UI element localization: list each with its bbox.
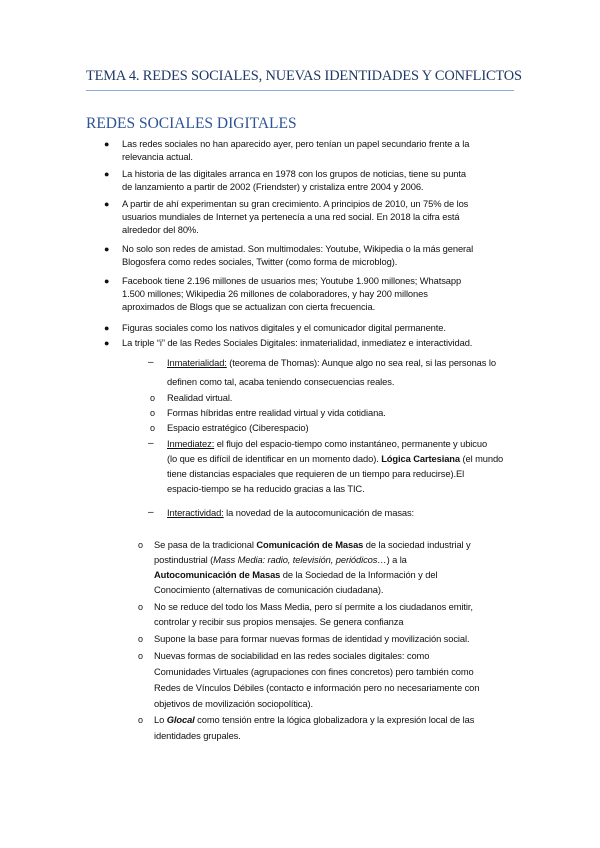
bullet-6-line-1: Figuras sociales como los nativos digitales y el comunicador digital permanente. <box>122 323 446 333</box>
sub-bullet-marker: o <box>138 634 144 644</box>
dash-2-line-1 <box>167 438 487 451</box>
sub-1-text-d: postindustrial ( <box>154 555 214 565</box>
bullet-5-line-3: aproximados de Blogs que se actualizan con cierta frecuencia. <box>122 302 376 312</box>
bullet-5-line-2: 1.500 millones; Wikipedia 26 millones de colaboradores, y hay 200 millones <box>122 289 428 299</box>
sub-2-line-1: No se reduce del todo los Mass Media, pero sí permite a los ciudadanos emitir, <box>154 602 473 612</box>
sub-1-text-e: ) a la <box>386 555 407 565</box>
dash-2-text-c: (el mundo <box>460 454 504 464</box>
sub-3-line-1: Supone la base para formar nuevas formas de identidad y movilización social. <box>154 634 470 644</box>
sub-1-text-a: Se pasa de la tradicional <box>154 540 257 550</box>
sub-1-line-4: Conocimiento (alternativas de comunicación ciudadana). <box>154 585 384 595</box>
bullet-marker: ● <box>104 244 110 254</box>
bullet-3-line-1: A partir de ahí experimentan su gran crecimiento. A principios de 2010, un 75% de los <box>122 199 469 209</box>
title-underline <box>86 90 514 91</box>
sub-2-line-2: controlar y recibir sus propios mensajes. Se genera confianza <box>154 617 404 627</box>
bullet-marker: ● <box>104 139 110 149</box>
sub-5-text-a: Lo <box>154 715 167 725</box>
dash-2-line-3: tiene distancias espaciales que requieren de un tiempo para reducirse).El <box>167 469 465 479</box>
bullet-1-line-1: Las redes sociales no han aparecido ayer, pero tenían un papel secundario frente a la <box>122 139 470 149</box>
sub-1-bold-term-2: Autocomunicación de Masas <box>154 570 281 580</box>
sub-5-bold-italic-term: Glocal <box>166 715 195 725</box>
sub-4-line-1: Nuevas formas de sociabilidad en las redes sociales digitales: como <box>154 651 430 661</box>
page-title: TEMA 4. REDES SOCIALES, NUEVAS IDENTIDADES Y CONFLICTOS <box>86 68 522 84</box>
sub-1-line-1 <box>154 539 471 552</box>
dash-3-line-1 <box>167 507 414 520</box>
bullet-marker: ● <box>104 338 110 348</box>
dash-1-label: Inmaterialidad: <box>167 358 227 368</box>
dash-1-text: (teorema de Thomas): Aunque algo no sea real, si las personas lo <box>226 358 496 368</box>
bullet-marker: ● <box>104 199 110 209</box>
dash-2-bold-term: Lógica Cartesiana <box>381 454 460 464</box>
dash-marker: – <box>148 357 154 368</box>
sub-bullet-marker: o <box>138 715 144 725</box>
sub-bullet-marker: o <box>150 408 156 418</box>
sub-1-bold-term: Comunicación de Masas <box>256 540 364 550</box>
sub-5-text-c: como tensión entre la lógica globalizadora y la expresión local de las <box>194 715 475 725</box>
sub-bullet-marker: o <box>150 423 156 433</box>
bullet-marker: ● <box>104 323 110 333</box>
bullet-2-line-2: de lanzamiento a partir de 2002 (Friendster) y cristaliza entre 2004 y 2006. <box>122 182 424 192</box>
dash-2-text-a: (lo que es difícil de identificar en un momento dado). <box>167 454 382 464</box>
bullet-7-line-1: La triple “i” de las Redes Sociales Digitales: inmaterialidad, inmediatez e interactividad. <box>122 338 473 348</box>
sub-1-italic-term: Mass Media: radio, televisión, periódicos… <box>213 555 387 565</box>
dash-1-item-1: Realidad virtual. <box>167 393 233 403</box>
bullet-4-line-2: Blogosfera como redes sociales, Twitter (como forma de microblog). <box>122 257 398 267</box>
bullet-1-line-2: relevancia actual. <box>122 152 193 162</box>
sub-1-line-2 <box>154 554 407 567</box>
sub-4-line-3: Redes de Vínculos Débiles (contacto e información pero no necesariamente con <box>154 683 480 693</box>
sub-1-line-3 <box>154 569 437 582</box>
dash-1-item-2: Formas híbridas entre realidad virtual y vida cotidiana. <box>167 408 386 418</box>
dash-2-line-2 <box>167 453 503 466</box>
bullet-4-line-1: No solo son redes de amistad. Son multimodales: Youtube, Wikipedia o la más general <box>122 244 474 254</box>
bullet-marker: ● <box>104 276 110 286</box>
bullet-3-line-3: alrededor del 80%. <box>122 225 199 235</box>
sub-4-line-4: objetivos de movilización sociopolítica). <box>154 699 313 709</box>
dash-3-text: la novedad de la autocomunicación de masas: <box>223 508 415 518</box>
bullet-5-line-1: Facebook tiene 2.196 millones de usuarios mes; Youtube 1.900 millones; Whatsapp <box>122 276 462 286</box>
dash-2-label: Inmediatez: <box>167 439 215 449</box>
sub-bullet-marker: o <box>138 602 144 612</box>
dash-marker: – <box>148 507 154 518</box>
section-heading: REDES SOCIALES DIGITALES <box>86 115 297 132</box>
dash-1-line-2: definen como tal, acaba teniendo consecuencias reales. <box>167 377 395 387</box>
dash-3-label: Interactividad: <box>167 508 224 518</box>
sub-bullet-marker: o <box>150 393 156 403</box>
sub-bullet-marker: o <box>138 540 144 550</box>
sub-5-line-2: identidades grupales. <box>154 731 241 741</box>
sub-4-line-2: Comunidades Virtuales (agrupaciones con fines concretos) pero también como <box>154 667 474 677</box>
dash-2-line-4: espacio-tiempo se ha reducido gracias a las TIC. <box>167 484 365 494</box>
bullet-2-line-1: La historia de las digitales arranca en 1978 con los grupos de noticias, tiene su punta <box>122 169 466 179</box>
dash-1-item-3: Espacio estratégico (Ciberespacio) <box>167 423 309 433</box>
dash-2-text: el flujo del espacio-tiempo como instantáneo, permanente y ubicuo <box>214 439 488 449</box>
sub-1-text-f: de la Sociedad de la Información y del <box>280 570 438 580</box>
sub-bullet-marker: o <box>138 651 144 661</box>
dash-marker: – <box>148 438 154 449</box>
dash-1-line-1 <box>167 357 496 370</box>
sub-5-line-1 <box>154 714 474 727</box>
sub-1-text-c: de la sociedad industrial y <box>363 540 471 550</box>
bullet-marker: ● <box>104 169 110 179</box>
bullet-3-line-2: usuarios mundiales de Internet ya pertenecía a una red social. En 2018 la cifra está <box>122 212 460 222</box>
